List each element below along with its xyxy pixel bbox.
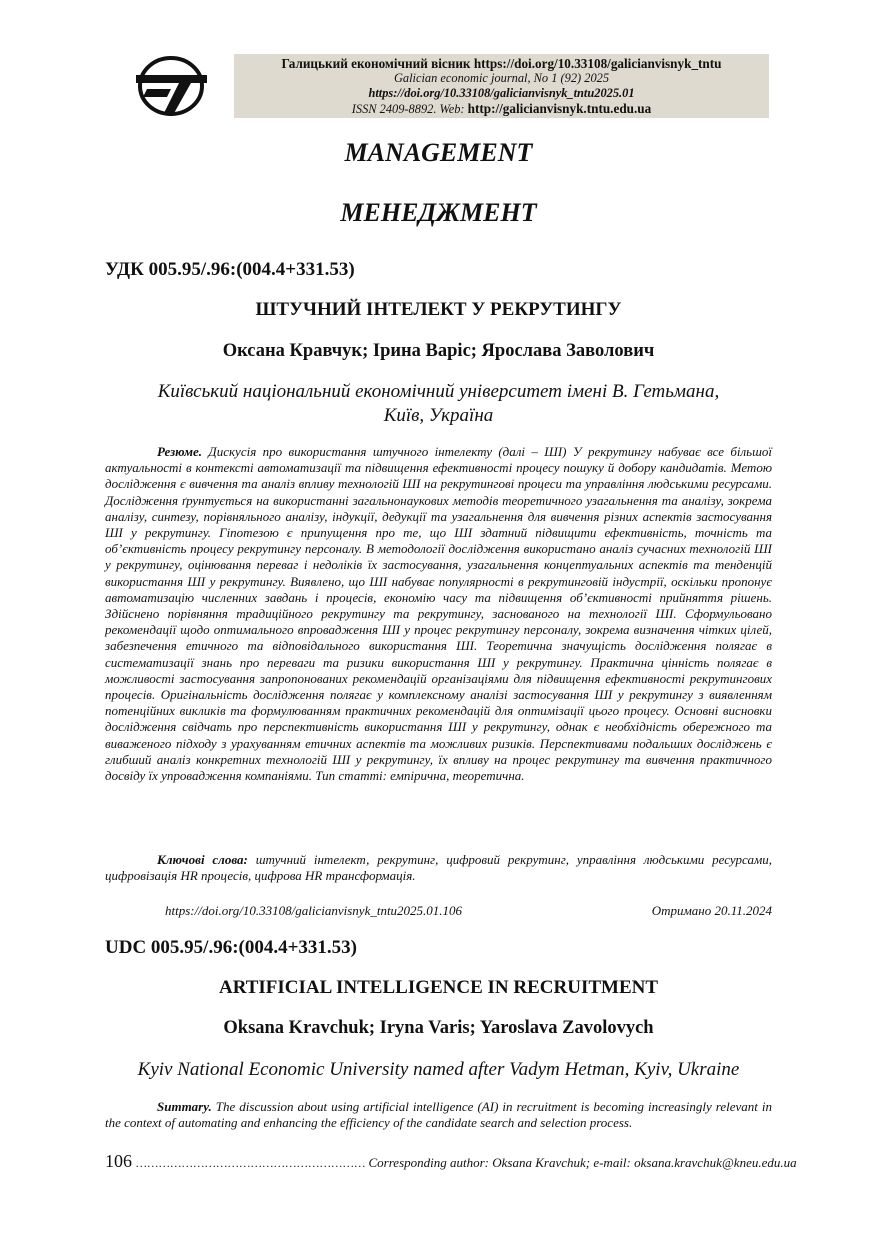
summary-en	[105, 1099, 772, 1131]
affiliation-ua-line1: Київський національний економічний університет імені В. Гетьмана,	[157, 381, 720, 402]
page-number: 106	[105, 1151, 132, 1171]
summary-label-en: Summary.	[157, 1099, 212, 1114]
journal-title-en: Galician economic journal, No 1 (92) 2025	[393, 71, 610, 85]
authors-ua: Оксана Кравчук; Ірина Варіс; Ярослава Заволович	[222, 341, 655, 361]
issn-text: ISSN 2409-8892. Web:	[351, 102, 468, 116]
journal-issue-doi: https://doi.org/10.33108/galicianvisnyk_tntu2025.01	[368, 86, 635, 100]
affiliation-en: Kyiv National Economic University named after Vadym Hetman, Kyiv, Ukraine	[137, 1059, 740, 1080]
section-heading-en: MANAGEMENT	[344, 138, 533, 167]
summary-text-en: The discussion about using artificial intelligence (AI) in recruitment is becoming increasingly relevant in the context of automating and enhancing the efficiency of the candidate search and selection process.	[105, 1099, 772, 1131]
journal-title-ua: Галицький економічний вісник https://doi.org/10.33108/galicianvisnyk_tntu	[281, 56, 722, 71]
journal-web-link[interactable]: http://galicianvisnyk.tntu.edu.ua	[467, 101, 652, 116]
article-title-en: ARTIFICIAL INTELLIGENCE IN RECRUITMENT	[218, 977, 659, 998]
corresponding-author: Corresponding author: Oksana Kravchuk; e-mail: oksana.kravchuk@kneu.edu.ua	[365, 1155, 797, 1170]
abstract-ua	[105, 444, 772, 784]
keywords-text-ua: штучний інтелект, рекрутинг, цифровий рекрутинг, управління людськими ресурсами, цифровізація HR процесів, цифрова HR трансформація.	[105, 852, 772, 884]
keywords-ua	[105, 852, 772, 884]
authors-en: Oksana Kravchuk; Iryna Varis; Yaroslava Zavolovych	[223, 1018, 654, 1038]
page-footer	[105, 1151, 797, 1172]
udc-en: UDC 005.95/.96:(004.4+331.53)	[105, 937, 358, 958]
section-heading-ua: МЕНЕДЖМЕНТ	[340, 198, 537, 227]
udc-ua: УДК 005.95/.96:(004.4+331.53)	[105, 259, 355, 280]
article-title-ua: ШТУЧНИЙ ІНТЕЛЕКТ У РЕКРУТИНГУ	[255, 299, 622, 320]
footer-dots: ……………………………………………………	[135, 1156, 366, 1170]
article-doi-link[interactable]: https://doi.org/10.33108/galicianvisnyk_tntu2025.01.106	[165, 903, 463, 918]
affiliation-ua-line2: Київ, Україна	[383, 405, 494, 426]
journal-header	[234, 54, 769, 118]
abstract-text-ua: Дискусія про використання штучного інтелекту (далі – ШІ) У рекрутингу набуває все більшої актуальності в контексті автоматизації та підвищення ефективності процесу пошуку й добору кандидатів. Метою дослідження є вивчення та аналіз впливу технологій ШІ на рекрутингові процеси та управління людськими ресурсами. Дослідження ґрунтується на використанні загальнонаукових методів теоретичного узагальнення та аналізу, зокрема аналізу, синтезу, порівняльного аналізу, індукції, дедукції та узагальнення для вивчення різних аспектів застосування ШІ у рекрутингу. Гіпотезою є припущення про те, що ШІ здатний підвищити ефективність, точність та об’єктивність процесу рекрутингу персоналу. В методології дослідження використано аналіз сучасних технологій ШІ у рекрутингу, оцінювання переваг і недоліків їх застосування, узагальнення концептуальних аспектів та тенденцій використання ШІ у рекрутингу. Виявлено, що ШІ набуває популярності в рекрутинговій індустрії, оскільки пропонує автоматизацію численних завдань і процесів, економію часу та підвищення об’єктивності прийняття рішень. Здійснено порівняння традиційного рекрутингу та рекрутингу, заснованого на технології ШІ. Сформульовано рекомендації щодо оптимального впровадження ШІ у процес рекрутингу персоналу, зокрема визначення чітких цілей, забезпечення етичного та відповідального використання ШІ. Теоретична значущість дослідження полягає в систематизації знань про переваги та ризики використання ШІ у рекрутингу. Практична цінність полягає в можливості застосування запропонованих рекомендацій організаціями для підвищення ефективності рекрутингових процесів. Оригінальність дослідження полягає у комплексному аналізі застосування ШІ у рекрутингу з виявленням потенційних викликів та формулюванням практичних рекомендацій для оптимізації цього процесу. Основні висновки дослідження свідчать про перспективність використання ШІ у рекрутингу, однак є необхідність обережного та виваженого підходу з урахуванням етичних аспектів та можливих ризиків. Перспективами подальших досліджень є глибший аналіз конкретних технологій ШІ у рекрутингу, їх впливу на процес рекрутингу та вивчення практичного досвіду їх упровадження компаніями. Тип статті: емпірична, теоретична.	[105, 444, 772, 784]
abstract-label-ua: Резюме.	[157, 444, 203, 459]
doi-row	[165, 903, 772, 919]
received-date: Отримано 20.11.2024	[651, 903, 772, 918]
keywords-label-ua: Ключові слова:	[157, 852, 248, 867]
journal-logo	[133, 53, 209, 119]
tntu-logo-icon	[133, 53, 209, 119]
affiliation-ua	[0, 380, 877, 428]
